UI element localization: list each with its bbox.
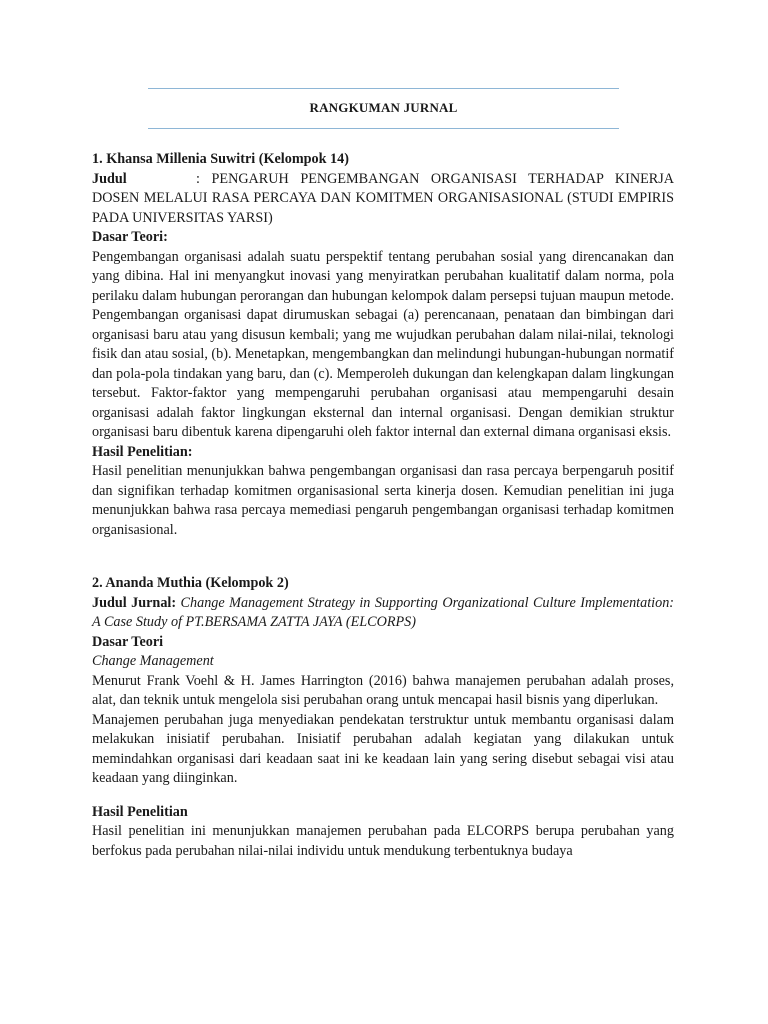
- entry-author-heading: 2. Ananda Muthia (Kelompok 2): [92, 575, 289, 591]
- result-paragraph: Hasil penelitian ini menunjukkan manajemen perubahan pada ELCORPS berupa perubahan yang berfokus pada perubahan nilai-nilai individu untuk mendukung terbentuknya budaya: [92, 823, 674, 859]
- theory-paragraph-1: Menurut Frank Voehl & H. James Harrington (2016) bahwa manajemen perubahan adalah proses, alat, dan teknik untuk mengelola sisi perubahan orang untuk mencapai hasil bisnis yang diperlukan.: [92, 672, 674, 708]
- result-label: Hasil Penelitian:: [92, 443, 193, 460]
- entry-spacer: [92, 540, 674, 574]
- title-rule-top: [148, 88, 619, 89]
- judul-text: Change Management Strategy in Supporting Organizational Culture Implementation: A Case Study of PT.BERSAMA ZATTA JAYA (ELCORPS): [92, 594, 675, 630]
- judul-text: : PENGARUH PENGEMBANGAN ORGANISASI TERHADAP KINERJA DOSEN MELALUI RASA PERCAYA DAN KOMITMEN ORGANISASIONAL (STUDI EMPIRIS PADA UNIVERSITAS YARSI): [92, 170, 674, 226]
- result-label: Hasil Penelitian: [92, 803, 188, 820]
- document-body: [92, 150, 674, 861]
- document-title: RANGKUMAN JURNAL: [309, 100, 458, 115]
- theory-paragraph-2: Manajemen perubahan juga menyediakan pendekatan terstruktur untuk membantu organisasi dalam melakukan inisiatif perubahan. Inisiatif perubahan adalah kegiatan yang dilakukan untuk memindahkan organisasi dari keadaan saat ini ke keadaan lain yang sering disebut sebagai visi atau keadaan yang diinginkan.: [92, 711, 674, 786]
- paragraph-spacer: [92, 789, 674, 803]
- journal-entry-2: [92, 574, 674, 861]
- entry-title-line: [92, 594, 674, 633]
- journal-entry-1: [92, 150, 674, 540]
- judul-label: Judul: [92, 170, 127, 187]
- judul-label: Judul Jurnal:: [92, 594, 177, 611]
- entry-title-line: [92, 170, 674, 229]
- result-paragraph: Hasil penelitian menunjukkan bahwa pengembangan organisasi dan rasa percaya berpengaruh positif dan signifikan terhadap komitmen organisasional serta kinerja dosen. Kemudian penelitian ini juga menunjukkan bahwa rasa percaya memediasi pengaruh pengembangan organisasi terhadap komitmen organisasional.: [92, 463, 674, 538]
- theory-label: Dasar Teori:: [92, 229, 168, 245]
- entry-author-heading: 1. Khansa Millenia Suwitri (Kelompok 14): [92, 151, 349, 167]
- title-rule-bottom: [148, 128, 619, 129]
- theory-subheading: Change Management: [92, 653, 214, 669]
- theory-label: Dasar Teori: [92, 633, 164, 650]
- theory-paragraph: Pengembangan organisasi adalah suatu perspektif tentang perubahan sosial yang direncanakan dan yang dibina. Hal ini menyangkut inovasi yang menyiratkan perubahan kualitatif dalam norma, pola perilaku dalam hubungan perorangan dan hubungan kelompok dalam persepsi tujuan maupun metode. Pengembangan organisasi dapat dirumuskan sebagai (a) perencanaan, penataan dan bimbingan dari organisasi baru atau yang disusun kembali; yang me wujudkan perubahan dalam nilai-nilai, teknologi fisik dan atau sosial, (b). Menetapkan, mengembangkan dan melindungi hubungan-hubungan normatif dan pola-pola tindakan yang baru, dan (c). Memperoleh dukungan dan kelengkapan dalam lingkungan tersebut. Faktor-faktor yang mempengaruhi perubahan organisasi atau mempengaruhi desain organisasi adalah faktor lingkungan eksternal dan internal organisasi. Dengan demikian struktur organisasi baru dibentuk karena dipengaruhi oleh faktor internal dan external dimana organisasi eksis.: [92, 248, 674, 440]
